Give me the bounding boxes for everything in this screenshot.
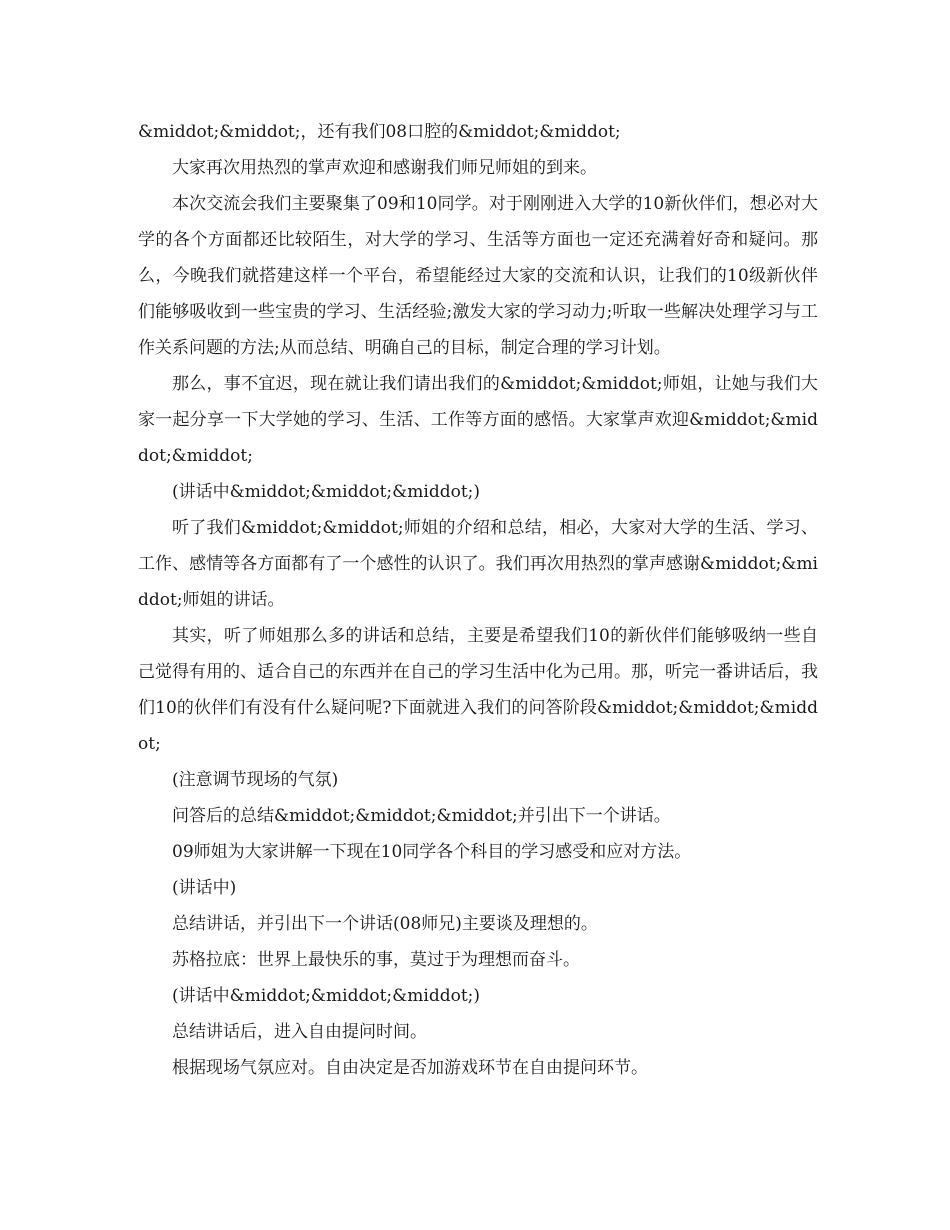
- paragraph-7: 其实，听了师姐那么多的讲话和总结，主要是希望我们10的新伙伴们能够吸纳一些自己觉得有用的、适合自己的东西并在自己的学习生活中化为己用。那，听完一番讲话后，我们10的伙伴们有没有什么疑问呢?下面就进入我们的问答阶段&middot;&middot;&middot;: [138, 626, 818, 754]
- paragraph-11: (讲话中): [172, 878, 237, 898]
- paragraph-2: 大家再次用热烈的掌声欢迎和感谢我们师兄师姐的到来。: [172, 158, 597, 178]
- paragraph-9: 问答后的总结&middot;&middot;&middot;并引出下一个讲话。: [172, 806, 671, 826]
- paragraph-13: 苏格拉底：世界上最快乐的事，莫过于为理想而奋斗。: [172, 950, 580, 970]
- paragraph-14: (讲话中&middot;&middot;&middot;): [172, 986, 481, 1006]
- paragraph-1: &middot;&middot;，还有我们08口腔的&middot;&middot;: [138, 122, 621, 142]
- paragraph-6: 听了我们&middot;&middot;师姐的介绍和总结，相必，大家对大学的生活、学习、工作、感情等各方面都有了一个感性的认识了。我们再次用热烈的掌声感谢&middot;&middot;师姐的讲话。: [138, 518, 818, 610]
- paragraph-4: 那么，事不宜迟，现在就让我们请出我们的&middot;&middot;师姐，让她与我们大家一起分享一下大学她的学习、生活、工作等方面的感悟。大家掌声欢迎&middot;&middot;&middot;: [138, 374, 818, 466]
- paragraph-12: 总结讲话，并引出下一个讲话(08师兄)主要谈及理想的。: [172, 914, 598, 934]
- paragraph-5: (讲话中&middot;&middot;&middot;): [172, 482, 481, 502]
- paragraph-16: 根据现场气氛应对。自由决定是否加游戏环节在自由提问环节。: [172, 1058, 648, 1078]
- document-body: [138, 114, 818, 1086]
- paragraph-8: (注意调节现场的气氛): [172, 770, 339, 790]
- paragraph-3: 本次交流会我们主要聚集了09和10同学。对于刚刚进入大学的10新伙伴们，想必对大学的各个方面都还比较陌生，对大学的学习、生活等方面也一定还充满着好奇和疑问。那么，今晚我们就搭建这样一个平台，希望能经过大家的交流和认识，让我们的10级新伙伴们能够吸收到一些宝贵的学习、生活经验;激发大家的学习动力;听取一些解决处理学习与工作关系问题的方法;从而总结、明确自己的目标，制定合理的学习计划。: [138, 194, 818, 358]
- paragraph-10: 09师姐为大家讲解一下现在10同学各个科目的学习感受和应对方法。: [172, 842, 692, 862]
- paragraph-15: 总结讲话后，进入自由提问时间。: [172, 1022, 427, 1042]
